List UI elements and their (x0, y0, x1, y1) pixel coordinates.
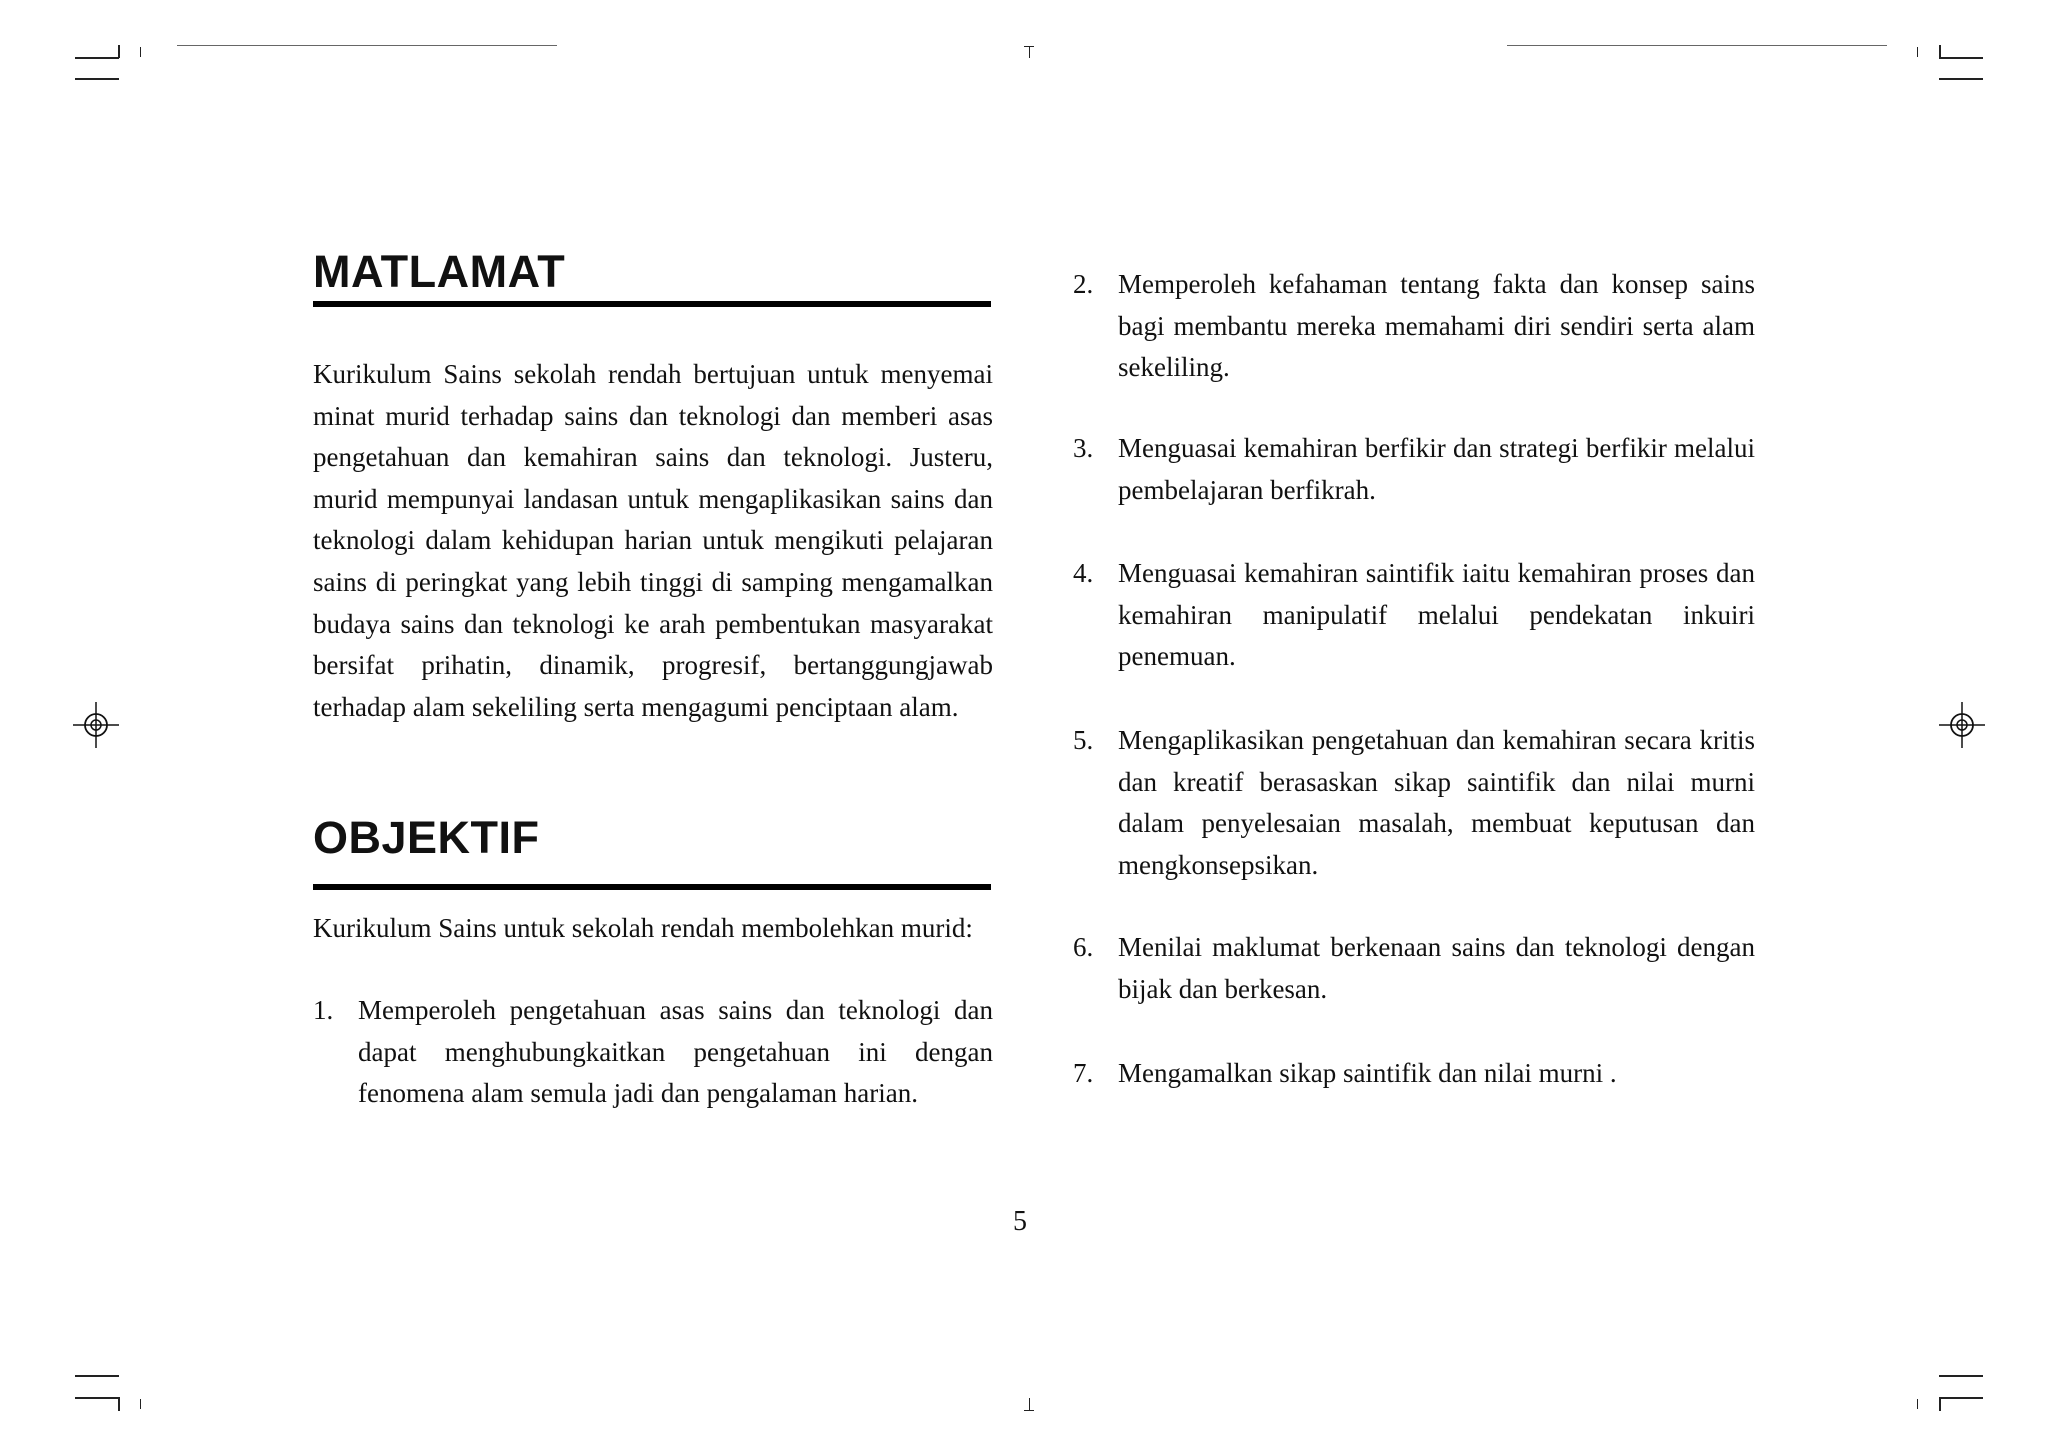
objective-number: 1. (313, 995, 334, 1025)
objective-number: 4. (1073, 558, 1094, 588)
page-number: 5 (1013, 1206, 1027, 1237)
objective-text: Mengamalkan sikap saintifik dan nilai murni . (1118, 1058, 1617, 1088)
objective-number: 2. (1073, 269, 1094, 299)
objective-text: Menguasai kemahiran berfikir dan strategi berfikir melalui pembelajaran berfikrah. (1118, 433, 1755, 505)
objective-text: Memperoleh kefahaman tentang fakta dan konsep sains bagi membantu mereka memahami diri sendiri serta alam sekeliling. (1118, 269, 1755, 383)
objective-number: 7. (1073, 1058, 1094, 1088)
objective-text: Memperoleh pengetahuan asas sains dan teknologi dan dapat menghubungkaitkan pengetahuan ini dengan fenomena alam semula jadi dan pengalaman harian. (358, 995, 993, 1109)
matlamat-heading: MATLAMAT (313, 246, 566, 297)
objective-number: 6. (1073, 932, 1094, 962)
registration-mark-left-icon (73, 702, 119, 748)
objective-text: Menilai maklumat berkenaan sains dan teknologi dengan bijak dan berkesan. (1118, 932, 1755, 1004)
matlamat-heading-rule (313, 301, 991, 307)
objective-text: Mengaplikasikan pengetahuan dan kemahiran secara kritis dan kreatif berasaskan sikap saintifik dan nilai murni dalam penyelesaian masalah, membuat keputusan dan mengkonsepsikan. (1118, 725, 1755, 880)
objective-number: 3. (1073, 433, 1094, 463)
objektif-heading: OBJEKTIF (313, 812, 540, 863)
objective-text: Menguasai kemahiran saintifik iaitu kemahiran proses dan kemahiran manipulatif melalui pendekatan inkuiri penemuan. (1118, 558, 1755, 672)
registration-mark-right-icon (1939, 702, 1985, 748)
objektif-heading-rule (313, 884, 991, 890)
objective-number: 5. (1073, 725, 1094, 755)
matlamat-paragraph: Kurikulum Sains sekolah rendah bertujuan untuk menyemai minat murid terhadap sains dan teknologi dan memberi asas pengetahuan dan kemahiran sains dan teknologi. Justeru, murid mempunyai landasan untuk mengaplikasikan sains dan teknologi dalam kehidupan harian untuk mengikuti pelajaran sains di peringkat yang lebih tinggi di samping mengamalkan budaya sains dan teknologi ke arah pembentukan masyarakat bersifat prihatin, dinamik, progresif, bertanggungjawab terhadap alam sekeliling serta mengagumi penciptaan alam. (313, 359, 993, 722)
objektif-intro: Kurikulum Sains untuk sekolah rendah membolehkan murid: (313, 913, 973, 943)
